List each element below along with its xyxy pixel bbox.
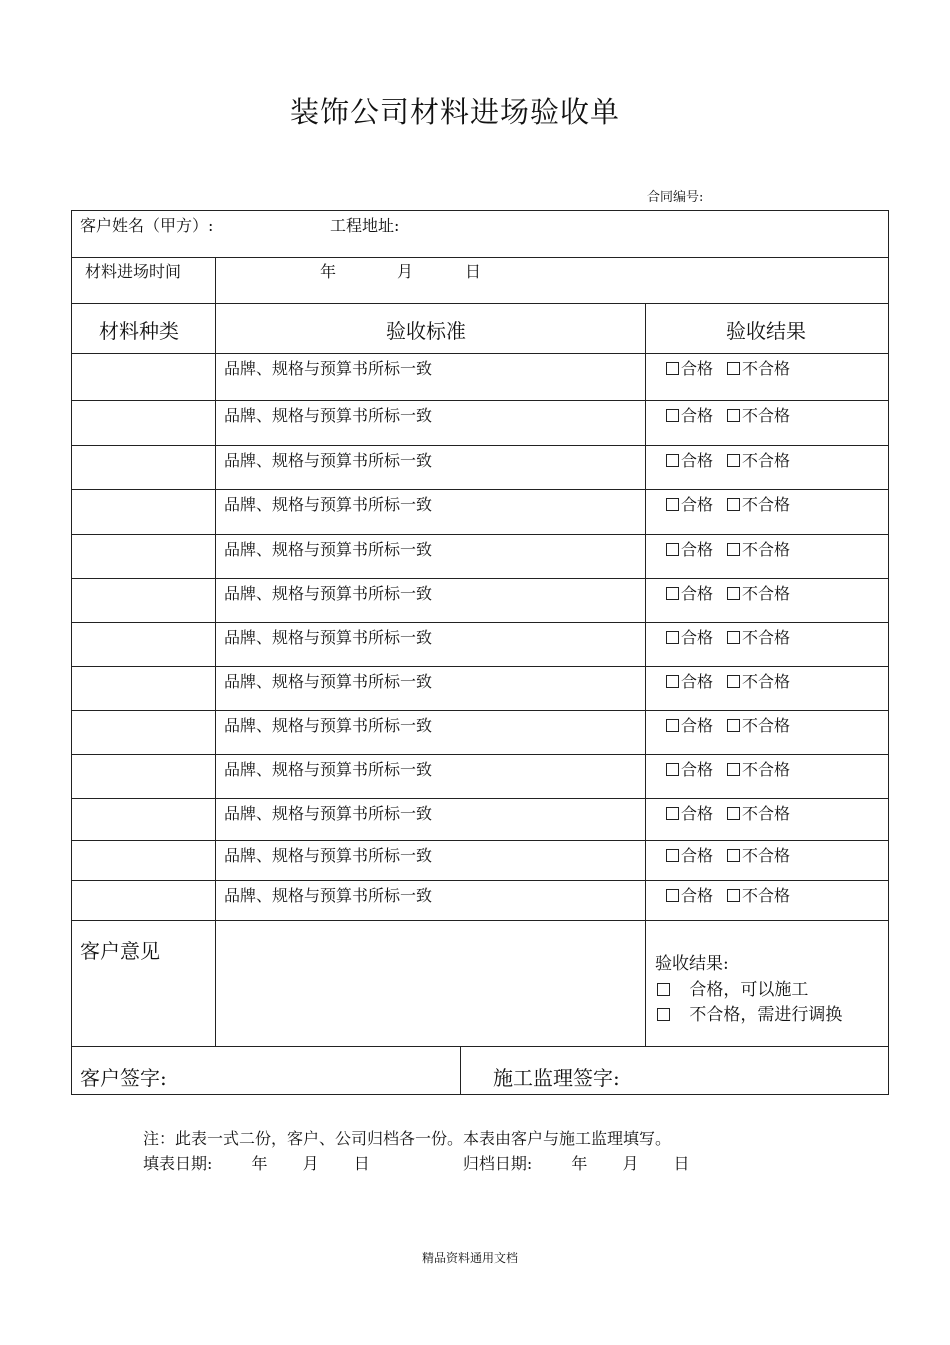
- standard-cell: 品牌、规格与预算书所标一致: [224, 886, 433, 905]
- fail-checkbox-icon[interactable]: [727, 675, 740, 688]
- pass-checkbox-icon[interactable]: [666, 675, 679, 688]
- result-cell: [666, 801, 790, 824]
- pass-label: 合格: [681, 451, 714, 470]
- fail-checkbox-icon[interactable]: [727, 409, 740, 422]
- result-cell: [666, 403, 790, 426]
- standard-cell: 品牌、规格与预算书所标一致: [224, 359, 433, 378]
- result-cell: [666, 669, 790, 692]
- fail-checkbox-icon[interactable]: [727, 719, 740, 732]
- standard-cell: 品牌、规格与预算书所标一致: [224, 584, 433, 603]
- divider: [215, 257, 216, 353]
- archive-month: 月: [622, 1154, 639, 1173]
- pass-label: 合格: [681, 672, 714, 691]
- fill-date-line: [143, 1151, 690, 1174]
- divider: [72, 489, 888, 490]
- contract-number-label: 合同编号:: [647, 190, 704, 205]
- divider: [72, 303, 888, 304]
- standard-cell: 品牌、规格与预算书所标一致: [224, 804, 433, 823]
- standard-cell: 品牌、规格与预算书所标一致: [224, 672, 433, 691]
- form-title: 装饰公司材料进场验收单: [289, 95, 620, 129]
- divider: [72, 445, 888, 446]
- result-cell: [666, 537, 790, 560]
- fail-label: 不合格: [742, 846, 791, 865]
- standard-cell: 品牌、规格与预算书所标一致: [224, 406, 433, 425]
- fill-year: 年: [251, 1154, 268, 1173]
- divider: [72, 920, 888, 921]
- divider: [72, 400, 888, 401]
- pass-checkbox-icon[interactable]: [666, 807, 679, 820]
- divider: [72, 353, 888, 354]
- divider: [72, 578, 888, 579]
- fail-checkbox-icon[interactable]: [727, 587, 740, 600]
- result-cell: [666, 448, 790, 471]
- option-fail-label: 不合格，需进行调换: [689, 1005, 843, 1025]
- result-cell: [666, 713, 790, 736]
- supervisor-signature-label: 施工监理签字:: [493, 1066, 620, 1090]
- fail-label: 不合格: [742, 672, 791, 691]
- pass-label: 合格: [681, 846, 714, 865]
- customer-signature-label: 客户签字:: [80, 1066, 167, 1090]
- fill-day: 日: [353, 1154, 370, 1173]
- site-address-label: 工程地址:: [330, 216, 400, 235]
- opinion-result-title: 验收结果:: [655, 954, 729, 974]
- checkbox-icon[interactable]: [657, 1008, 670, 1021]
- fail-label: 不合格: [742, 406, 791, 425]
- pass-checkbox-icon[interactable]: [666, 719, 679, 732]
- fail-checkbox-icon[interactable]: [727, 763, 740, 776]
- divider: [72, 622, 888, 623]
- fail-checkbox-icon[interactable]: [727, 362, 740, 375]
- column-header-material: 材料种类: [99, 319, 179, 343]
- archive-year: 年: [571, 1154, 588, 1173]
- standard-cell: 品牌、规格与预算书所标一致: [224, 760, 433, 779]
- divider: [72, 710, 888, 711]
- fail-checkbox-icon[interactable]: [727, 807, 740, 820]
- fill-month: 月: [302, 1154, 319, 1173]
- pass-label: 合格: [681, 886, 714, 905]
- archive-date-label: 归档日期:: [462, 1154, 533, 1173]
- pass-checkbox-icon[interactable]: [666, 543, 679, 556]
- result-cell: [666, 492, 790, 515]
- form-note: 注：此表一式二份，客户、公司归档各一份。本表由客户与施工监理填写。: [143, 1129, 672, 1148]
- divider: [72, 666, 888, 667]
- pass-label: 合格: [681, 495, 714, 514]
- fail-label: 不合格: [742, 886, 791, 905]
- result-cell: [666, 625, 790, 648]
- fail-label: 不合格: [742, 540, 791, 559]
- column-header-result: 验收结果: [726, 319, 806, 343]
- standard-cell: 品牌、规格与预算书所标一致: [224, 451, 433, 470]
- divider: [72, 840, 888, 841]
- divider: [72, 880, 888, 881]
- pass-label: 合格: [681, 540, 714, 559]
- pass-checkbox-icon[interactable]: [666, 631, 679, 644]
- pass-label: 合格: [681, 804, 714, 823]
- entry-year-label: 年: [320, 262, 337, 281]
- acceptance-form: [71, 210, 889, 1095]
- opinion-option-pass[interactable]: [657, 975, 808, 1000]
- pass-checkbox-icon[interactable]: [666, 409, 679, 422]
- pass-checkbox-icon[interactable]: [666, 498, 679, 511]
- divider: [72, 534, 888, 535]
- fail-checkbox-icon[interactable]: [727, 498, 740, 511]
- pass-label: 合格: [681, 359, 714, 378]
- result-cell: [666, 757, 790, 780]
- pass-checkbox-icon[interactable]: [666, 849, 679, 862]
- fail-label: 不合格: [742, 628, 791, 647]
- divider: [72, 257, 888, 258]
- pass-checkbox-icon[interactable]: [666, 587, 679, 600]
- fail-label: 不合格: [742, 359, 791, 378]
- result-cell: [666, 883, 790, 906]
- divider: [215, 920, 216, 1046]
- fail-label: 不合格: [742, 804, 791, 823]
- entry-day-label: 日: [465, 262, 482, 281]
- standard-cell: 品牌、规格与预算书所标一致: [224, 495, 433, 514]
- divider: [72, 798, 888, 799]
- pass-label: 合格: [681, 584, 714, 603]
- column-header-standard: 验收标准: [386, 319, 466, 343]
- option-pass-label: 合格，可以施工: [689, 980, 809, 1000]
- standard-cell: 品牌、规格与预算书所标一致: [224, 628, 433, 647]
- fail-checkbox-icon[interactable]: [727, 631, 740, 644]
- result-cell: [666, 581, 790, 604]
- divider: [645, 303, 646, 920]
- pass-checkbox-icon[interactable]: [666, 763, 679, 776]
- customer-name-label: 客户姓名（甲方）:: [80, 216, 214, 235]
- divider: [460, 1046, 461, 1094]
- standard-cell: 品牌、规格与预算书所标一致: [224, 540, 433, 559]
- fail-label: 不合格: [742, 760, 791, 779]
- fill-date-label: 填表日期:: [143, 1154, 213, 1173]
- result-cell: [666, 356, 790, 379]
- archive-day: 日: [673, 1154, 690, 1173]
- fail-checkbox-icon[interactable]: [727, 454, 740, 467]
- opinion-option-fail[interactable]: [657, 1000, 842, 1025]
- fail-checkbox-icon[interactable]: [727, 543, 740, 556]
- fail-label: 不合格: [742, 495, 791, 514]
- fail-checkbox-icon[interactable]: [727, 849, 740, 862]
- entry-month-label: 月: [397, 262, 414, 281]
- standard-cell: 品牌、规格与预算书所标一致: [224, 716, 433, 735]
- fail-label: 不合格: [742, 716, 791, 735]
- fail-checkbox-icon[interactable]: [727, 889, 740, 902]
- pass-label: 合格: [681, 760, 714, 779]
- result-cell: [666, 843, 790, 866]
- pass-checkbox-icon[interactable]: [666, 362, 679, 375]
- divider: [215, 353, 216, 920]
- standard-cell: 品牌、规格与预算书所标一致: [224, 846, 433, 865]
- pass-label: 合格: [681, 406, 714, 425]
- divider: [72, 1046, 888, 1047]
- divider: [72, 754, 888, 755]
- fail-label: 不合格: [742, 451, 791, 470]
- fail-label: 不合格: [742, 584, 791, 603]
- entry-time-label: 材料进场时间: [85, 262, 182, 281]
- pass-checkbox-icon[interactable]: [666, 454, 679, 467]
- pass-label: 合格: [681, 628, 714, 647]
- customer-opinion-label: 客户意见: [80, 939, 160, 963]
- pass-checkbox-icon[interactable]: [666, 889, 679, 902]
- checkbox-icon[interactable]: [657, 983, 670, 996]
- divider: [645, 920, 646, 1046]
- pass-label: 合格: [681, 716, 714, 735]
- page-footer: 精品资料通用文档: [421, 1251, 518, 1265]
